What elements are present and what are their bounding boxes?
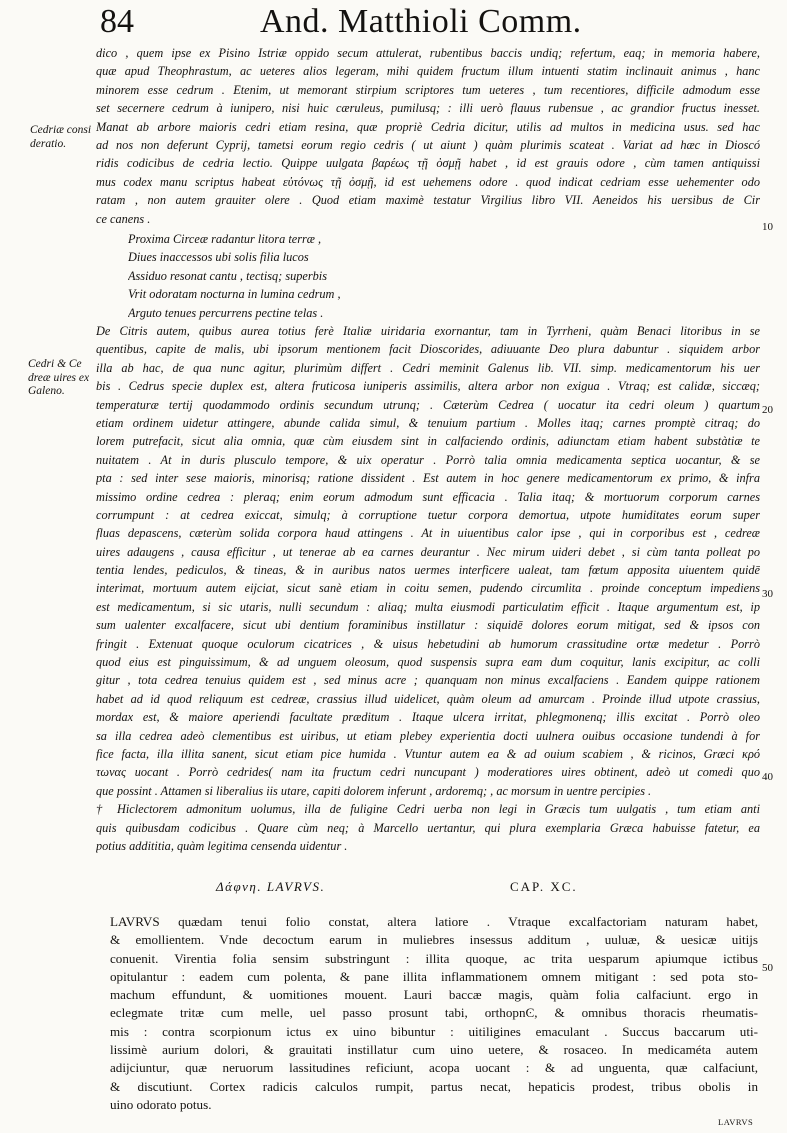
- text-line: eclegmate tritæ cum melle, uel passo prosunt tabi, orthopnϾ, & omnibus thoracis rheumatis-: [110, 1005, 758, 1021]
- text-line: ratam , non autem grauiter olere . Quod etiam maximè testatur Virgilius libro VII. Aeneidos his uersibus de Cir: [96, 193, 760, 208]
- text-line: & emollientem. Vnde decoctum earum in muliebres insessus additum , uuluæ, & uesicæ uitijs: [110, 932, 758, 948]
- text-line: mus codex manu scriptus habeat εὐτόνως τῇ ὀσμῇ, id est uehemens odore . quod indicat cedriam esse uehementer odo: [96, 174, 760, 189]
- text-line: ad nos non deferunt Cyprij, tametsi eorum regio cedris ( ut aiunt ) quàm plurimis scateat . Variat ad hæc in Dioscó: [96, 137, 760, 152]
- margin-note: Cedri & Ce dreæ uires ex Galeno.: [28, 358, 90, 397]
- chapter-heading: [216, 877, 656, 897]
- text-line: machum effundunt, & uomitiones mouent. Lauri baccæ magis, quàm folia calfaciunt. ergo in: [110, 987, 758, 1003]
- verse-line: Diues inaccessos ubi solis filia lucos: [128, 250, 309, 265]
- margin-note: Cedriæ consi deratio.: [30, 124, 92, 150]
- text-line: quentibus, capite de malis, ubi ipsorum mentionem facit Dioscorides, adiuuante Deo plura dabuntur . siquidem arbor: [96, 342, 760, 357]
- text-line: minorem esse cedrum . Etenim, ut memorant stirpium scriptores tum ueteres , tum recentiores, difficile admodum esse: [96, 82, 760, 97]
- commentary-text-continued: [96, 322, 760, 855]
- text-line: Manat ab arbore maioris cedri etiam resina, quæ propriè Cedria dicitur, utilis ad multos in medicina usus. sed hac: [96, 119, 760, 134]
- text-line: quod eius est pinguissimum, & ad unguem oleosum, quod suspensis supra eam dum coquitur, lanis excipitur, ac colli: [96, 655, 760, 670]
- text-line: mordax est, & maiore aperiendi facultate præditum . Itaque ulcera irritat, phlegmonenq; illis excitat . Porrò oleo: [96, 710, 760, 725]
- text-line: LAVRVS quædam tenui folio constat, altera latiore . Vtraque excalfactoriam naturam habet,: [110, 914, 758, 929]
- text-line: uires adaugens , causa efficitur , ut tenerae ab ea carnes deurantur . Nec mirum uideri debet , si cùm tanta polleat po: [96, 544, 760, 559]
- text-line: nuitatem . At in duris plusculo tempore, & uix operatur . Porrò talia omnia medicamenta septica uocantur, & se: [96, 452, 760, 467]
- text-line: mis : contra scorpionum ictus ex uino bibuntur : uitiligines emaculant . Succus baccarum uti-: [110, 1023, 758, 1039]
- text-line: opitulantur : eadem cum polenta, & pane illita inflammationem omnem mitigant : sed pota sto-: [110, 968, 758, 984]
- text-line: potius addititia, quàm legitima censenda uidentur .: [96, 838, 348, 853]
- line-number: 10: [762, 221, 773, 233]
- verse-line: Arguto tenues percurrens pectine telas .: [128, 305, 324, 320]
- text-line: lissimè aurium dolori, & grauitati instillatur cum uino uetere, & rosaceo. In medicaméta autem: [110, 1042, 758, 1058]
- text-line: illa ab hac, de qua nunc agitur, plurimùm differt . Cedri meminit Galenus lib. VII. simp. medicamentorum his uer: [96, 360, 760, 375]
- dioscorides-text: [110, 913, 758, 1114]
- text-line: lorem putrefacit, sicut alia omnia, quæ cùm eiusdem sint in calfaciendo ordinis, adiunctam etiam habent substàtiæ te: [96, 434, 760, 449]
- line-number: 20: [762, 404, 773, 416]
- verse-quotation: [128, 230, 428, 322]
- text-line: missimo ordine cedrea : pleraq; enim eorum admodum sunt efficacia . Talia itaq; & mortuorum corporum carnes: [96, 489, 760, 504]
- verse-line: Proxima Circeæ radantur litora terræ ,: [128, 232, 322, 246]
- text-line: pta : sed inter sese maioris, minorisq; ratione dissident . Est autem in hoc genere medicamentorum ex primo, & infra: [96, 471, 760, 486]
- text-line: etiam ordinem uidetur attingere, abunde calida simul, & tenuium partium . Molles itaq; carnes promptè citraq; do: [96, 415, 760, 430]
- text-line: sa illa cedrea adeò clementibus est uiribus, ut etiam plebey experientia docti uulnera ouibus occasione tundendi à for: [96, 728, 760, 743]
- text-line: † Hiclectorem admonitum uolumus, illa de fuligine Cedri uerba non legi in Græcis tum uulgatis , tum etiam anti: [96, 802, 760, 817]
- catchword: LAVRVS: [718, 1117, 754, 1127]
- text-line: fluas depascens, cæterùm solida corpora haud attingens . At in uiuentibus calor ipse , qui in corporibus est , cedreæ: [96, 526, 760, 541]
- text-line: ce canens .: [96, 211, 151, 226]
- text-line: temperaturæ tertij quodammodo ordinis secundum utrunq; . Cæterùm Cedrea ( uocatur ita cedri oleum ) quartum: [96, 397, 760, 412]
- text-line: interimat, mortuum autem eijciat, sicut sanè etiam in coitu semen, pudendo circumlita . proinde conceptum impediens: [96, 581, 760, 596]
- text-line: est medicamentum, si sic utaris, nulli secundum : aliaq; multa eiusmodi particulatim efficit . Itaque argumentum est, ip: [96, 599, 760, 614]
- text-line: ridis codicibus de cedria lectio. Quippe uulgata βαρέως τῇ ὀσμῇ habet , id est grauis odore , cùm tamen antiquissi: [96, 156, 760, 171]
- text-line: habet ad id quod reliquum est cedreæ, crassius illud uidelicet, quàm oleum ad amurcam . Proinde illud utpote crassius,: [96, 691, 760, 706]
- text-line: fice facta, illa illita sanent, sicut etiam pice humida . Vtuntur autem ea & ad ouium scabiem , & ricinos, Græci κρό: [96, 746, 760, 761]
- text-line: & discutiunt. Cortex radicis calculos rumpit, partus necat, hepaticis prodest, tribus obolis in: [110, 1078, 758, 1094]
- page-header: [100, 2, 660, 42]
- text-line: quæ apud Theophrastum, ac ueteres alios legeram, mihi quidem fructum illum intuenti statim inclinauit animus , hanc: [96, 64, 760, 79]
- line-number: 50: [762, 962, 773, 974]
- text-line: adijciuntur, quæ neruorum lassitudines reficiunt, acopa uocant : & ad unguenta, quæ calfaciunt,: [110, 1060, 758, 1076]
- text-line: fringit . Extenuat quoque oculorum cicatrices , & uisus hebetudini ab humorum crassitudine ortæ medetur . Porrò: [96, 636, 760, 651]
- text-line: conuenit. Virentia folia sensim substringunt : illita quoque, ac trita uesparum apiumque ictibus: [110, 950, 758, 966]
- text-line: bis . Cedrus specie duplex est, altera fruticosa iuniperis assimilis, altera arbor non exigua . Vtraq; est calidæ, siccæq;: [96, 379, 760, 394]
- line-number: 40: [762, 771, 773, 783]
- text-line: gitur , tota cedrea tenuius quidem est , sed minus acre ; quanquam non minus excalfaciens . Eandem quippe rationem: [96, 673, 760, 688]
- chapter-number: CAP. XC.: [510, 879, 578, 894]
- text-line: sum ualenter excalfacere, sicut ubi dentium foraminibus instillatur : siquidē dolores eorum mitigat, sed & ipsos con: [96, 618, 760, 633]
- text-line: dico , quem ipse ex Pisino Istriæ oppido secum attulerat, rubentibus baccis undiq; refertum, eaq; in memoria habere,: [96, 46, 760, 60]
- text-line: τωνας uocant . Porrò cedrides( nam ita fructum cedri nuncupant ) moderatiores uires obtinent, adeò ut comedi quo: [96, 765, 760, 780]
- verse-line: Assiduo resonat cantu , tectisq; superbis: [128, 268, 328, 283]
- running-title: And. Matthioli Comm.: [260, 3, 582, 40]
- chapter-title: Δάφνη. LAVRVS.: [216, 879, 326, 894]
- text-line: quis quibusdam codicibus . Quare cùm neq; à Marcello uertantur, qui plura exemplaria Græca habuisse fatetur, ea: [96, 820, 760, 835]
- text-line: corrumpunt : at cedrea exiccat, simulq; à corruptione tuetur corpora demortua, utpote humiditates eorum super: [96, 507, 760, 522]
- text-line: De Citris autem, quibus aurea totius ferè Italiæ uiridaria exornantur, tam in Tyrrheni, quàm Benaci litoribus in se: [96, 324, 760, 338]
- commentary-text: [96, 44, 760, 228]
- page-number: 84: [100, 3, 134, 40]
- line-number: 30: [762, 588, 773, 600]
- text-line: uino odorato potus.: [110, 1096, 212, 1112]
- text-line: set secernere cedrum à iunipero, nisi huic cæruleus, pumilusq; : illi uerò flauus rubensue , ac grandior fructus inesset.: [96, 101, 760, 116]
- text-line: tentia lendes, pediculos, & tineas, & in auribus natos uermes interficere ualeat, tam fœtum apposita uiuentem quidē: [96, 563, 760, 578]
- text-line: que possint . Attamen si liberalius iis utare, capiti dolorem inferunt , ardoremq; , ac morsum in uentre percipies .: [96, 783, 652, 798]
- verse-line: Vrit odoratam nocturna in lumina cedrum ,: [128, 287, 341, 302]
